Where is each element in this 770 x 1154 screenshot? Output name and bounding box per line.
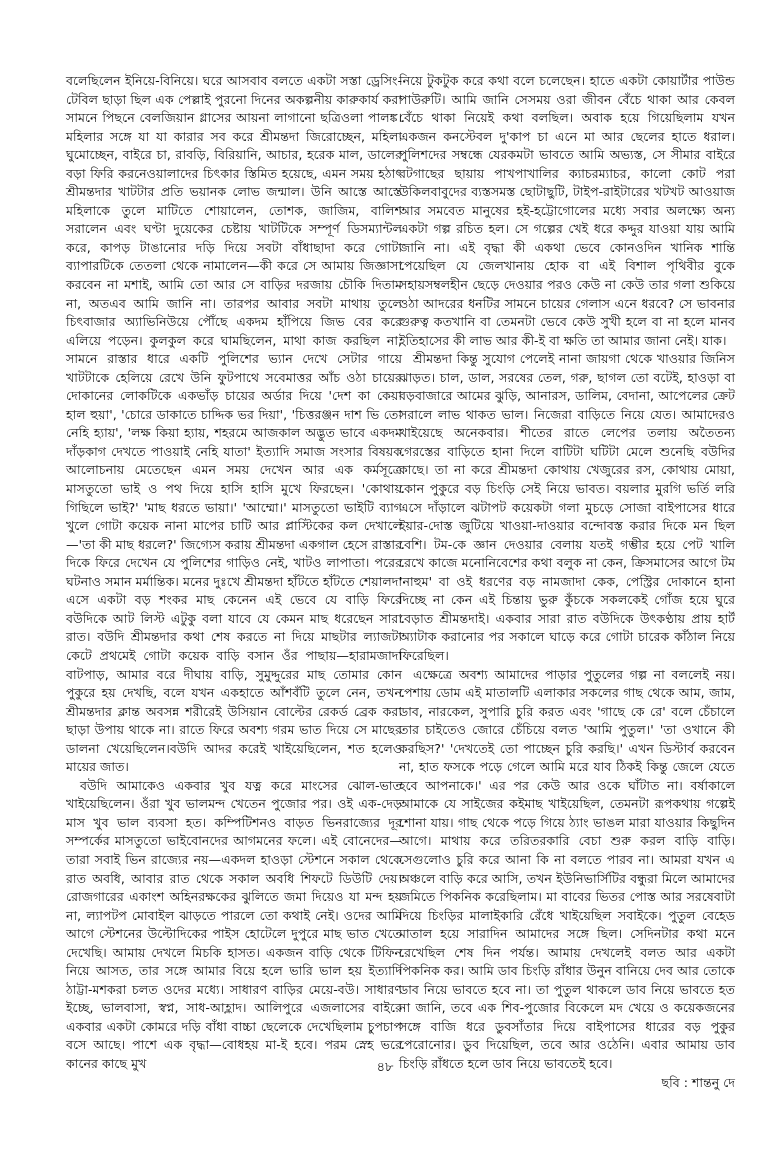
right-paragraph-1: নিয়ে টুকটুক করে কথা বলে চলেছেন। হাতে একটা কোয়ার্টার পাউন্ড পাউরুটি। আমি জানি সেসময় ওরা জীবন বেঁচে থাকা আর কেবল বেঁচে থাকা নিয়েই কথা বলছিল। অবাক হয়ে গিয়েছিলাম যখন একজন কনস্টেবল দু'কাপ চা এনে মা আর ছেলের হাতে ধরাল। পুলিশদের সম্বন্ধে যেরকমটা ভাবতে আমি অভ্যস্ত, সে সীমার বাইরে বটগাছের ছায়ায় পাখপাখালির ক্যাচরম্যাচর, কালো কোট পরা উকিলবাবুদের ব্যস্তসমস্ত ছোটাছুটি, টাইপ-রাইটারের খটখট আওয়াজ আর সমবেত মানুষের হই-হট্টোগোলের মধ্যে সবার অলক্ষ্যে অন্য একটা গল্প রচিত হল। সে গল্পের খেই ধরে কদ্দুর যাওয়া যায় আমি জানি না। এই বৃদ্ধা কী একথা ভেবে কোনওদিন খানিক শান্তি পেয়েছিল যে জেলখানায় হোক বা এই বিশাল পৃথিবীর বুকে সহায়সম্বলহীন ছেড়ে দেওয়ার পরও কেউ না কেউ তার গলা শুকিয়ে ওঠা আদরের ধনটির সামনে চায়ের গেলাস এনে ধরবে? সে ভাবনার গুরুত্ব কতখানি বা তেমনটা ভেবে কেউ সুখী হলে বা না হলে মানব ইতিহাসের কী লাভ আর কী-ই বা ক্ষতি তা আমার জানা নেই। যাক।: [399, 73, 735, 348]
right-column: [399, 72, 735, 1092]
right-paragraph-2: শ্রীমন্তদা কিন্তু সুযোগ পেলেই নানা জায়গা থেকে খাওয়ার জিনিস ঝাড়ত। চাল, ডাল, সরষের তেল, গরু, ছাগল তো বটেই, হাওড়া বা বড়বাজারে আমের ঝুড়ি, আনারস, ডালিম, বেদানা, আপেলের ক্রেট সরালে লাভ থাকত ভাল। নিজেরা বাড়িতে নিয়ে যেত। আমাদেরও খাইয়েছে অনেকবার। শীতের রাতে লেপের তলায় অতৈতন্য গেরস্তের বাড়িতে হানা দিলে বাটিটা ঘটিটা মেলে শুনেছি বউদির কাছে। তা না করে শ্রীমন্তদা কোথায় খেজুরের রস, কোথায় মোয়া, কোন পুকুরে বড় চিংড়ি সেই নিয়ে ভাবত। বয়লার মুরগি ভর্তি লরি এসে দাঁড়ালে ঝটাপট কয়েকটা গলা মুচড়ে সোজা বাইপাসের ধারে ইয়ার-দোস্ত জুটিয়ে খাওয়া-দাওয়ার বন্দোবস্ত করার দিকে মন ছিল বেশি। টম-কে জ্ঞান দেওয়ার বেলায় যতই গম্ভীর হয়ে পেট খালি রেখে কাজে মনোনিবেশের কথা বলুক না কেন, ক্রিসমাসের আগে টম 'নাহুম' বা ওই ধরণের বড় নামজাদা কেক, পেস্ট্রির দোকানে হানা দিচ্ছে না কেন এই চিন্তায় ভুরু কুঁচকে সকলকেই গোঁজ হয়ে ঘুরে বেড়াত শ্রীমন্তদাই। একবার সারা রাত বউদিকে উৎকণ্ঠায় প্রায় হার্ট অ্যাটাক করানোর পর সকালে ঘাড়ে করে গোটা চারেক কাঁঠাল নিয়ে ফিরেছিল।: [399, 351, 735, 663]
page-number: ৪৮: [376, 1060, 394, 1075]
left-column: [66, 72, 402, 1074]
right-paragraph-3: এক্ষেত্রে অবশ্য আমাদের পাড়ার পুতুলের গল্প না বললেই নয়। পেশায় ডোম এই মাতালটি এলাকার সকলের গাছ থেকে আম, জাম, ডাব, নারকেল, সুপারি চুরি করত এবং 'গাছে কে রে' বলে চেঁচালে তার চাইতেও জোরে চেঁচিয়ে বলত 'আমি পুতুল।' 'তা ওখানে কী করছিস?' 'দেখতেই তো পাচ্ছেন চুরি করছি।' এখন ডিস্টার্ব করবেন না, হাত ফসকে পড়ে গেলে আমি মরে যাব ঠিকই কিন্তু জেলে যেতে হবে আপনাকে।' এর পর কেউ আর ওকে ঘাঁটাত না। বর্ষাকালে আমাকে যে সাইজের কইমাছ খাইয়েছিল, তেমনটা রূপকথায় গল্পেই শোনা যায়। গাছ থেকে পড়ে গিয়ে ঠ্যাং ভাঙল মারা যাওয়ার কিছুদিন আগে। মাথায় করে তরিতরকারি বেচা শুরু করল বাড়ি বাড়ি। সেগুলোও চুরি করে আনা কি না বলতে পারব না। আমরা যখন এ অঞ্চলে বাড়ি করে আসি, তখন ইউনিভার্সিটির বন্ধুরা মিলে আমাদের জমিতে পিকনিক করেছিলাম। মা বাবের ভিতর পোস্ত আর সরষেবাটা দিয়ে চিংড়ির মালাইকারি রেঁধে খাইয়েছিল সবাইকে। পুতুল বেহেড মাতাল হয়ে সারাদিন আমাদের সঙ্গে ছিল। সেদিনটার কথা মনে রেখেছিল শেষ দিন পর্যন্ত। আমায় দেখলেই বলত আর একটা পিকনিক কর। আমি ডাব চিংড়ি রাঁধার উনুন বানিয়ে দেব আর তোকে ডাব নিয়ে ভাবতে হবে না। তা পুতুল থাকলে ডাব নিয়ে ভাবতে হত না জানি, তবে এক শিব-পুজোর বিকেলে মদ খেয়ে ও কয়েকজনের সঙ্গে বাজি ধরে ডুবসাঁতার দিয়ে বাইপাসের ধারের বড় পুকুর পেরোনোর। ডুব দিয়েছিল, তবে আর ওঠেনি। এবার আমায় ডাব চিংড়ি রাঁধতে হলে ডাব নিয়ে ভাবতেই হবে।: [399, 666, 735, 1071]
illustration-credit: ছবি : শান্তনু দে: [661, 1074, 735, 1090]
left-paragraph-2: বউদি আমাকেও একবার খুব যত্ন করে মাংসের ঝোল-ভাত খাইয়েছিলেন। ওঁরা খুব ভালমন্দ খেতেন পুজোর পর। ওই এক-দেড় মাস খুব ভাল ব্যবসা হত। কম্পিটিশনও বাড়ত ভিনরাজ্যের দূর সম্পর্কের মাসতুতো ভাইবোনদের আগমনের ফলে। এই বোনেদের—তারা সবাই ভিন রাজ্যের নয়—একদল হাওড়া স্টেশনে সকাল থেকে রাত অবধি, আবার রাত থেকে সকাল অবধি শিফটে ডিউটি দেয়। রোজগারের একাংশ অহিনরক্ষকের ঝুলিতে জমা দিয়েও যা মন্দ হয় না, ল্যাপটপ মোবাইল ঝাড়তে পারলে তো কথাই নেই। ওদের আমি আগে স্টেশনের উল্টোদিকের পাইস হোটেলে দুপুরে মাছ ভাত খেতে দেখেছি। আমায় দেখলে মিচকি হাসত। একজন বাড়ি থেকে টিফিন নিয়ে আসত, তার সঙ্গে আমার বিয়ে হলে ভারি ভাল হয় ইত্যাদি ঠাট্টা-মশকরা চলত ওদের মধ্যে। সাধারণ বাড়ির মেয়ে-বউ। সাধারণ ইচ্ছে, ভালবাসা, স্বপ্ন, সাধ-আহ্লাদ। আলিপুরে এজলাসের বাইরে একবার একটা কোমরে দড়ি বাঁধা বাচ্চা ছেলেকে দেখেছিলাম চুপচাপ বসে আছে। পাশে এক বৃদ্ধা—বোধহয় মা-ই হবে। পরম স্নেহ ভরে কানের কাছে মুখ: [66, 777, 402, 1071]
left-paragraph-1: বলেছিলেন ইনিয়ে-বিনিয়ে। ঘরে আসবাব বলতে একটা সস্তা ড্রেসিং-টেবিল ছাড়া ছিল এক পেল্লাই পুরনো দিনের অকল্পনীয় কারুকার্য করা সামনে পিছনে বেলজিয়ান গ্লাসের আয়না লাগানো ছত্রিওলা পালঙ্ক। মহিলার সঙ্গে যা যা কারার সব করে শ্রীমন্তদা জিরোচ্ছেন, মহিলা ঘুমোচ্ছেন, বাইরে চা, রাবড়ি, বিরিয়ানি, আচার, হরেক মাল, ডালের বড়া ফিরি করনেওয়ালাদের চিৎকার স্তিমিত হয়েছে, এমন সময় হঠাৎ শ্রীমন্তদার খাটটার প্রতি ভয়ানক লোভ জন্মাল। উনি আস্তে আস্তে মহিলাকে তুলে মাটিতে শোয়ালেন, তোশক, জাজিম, বালিশ সরালেন এবং ঘণ্টা দুয়েকের চেষ্টায় খাটটিকে সম্পূর্ণ ডিসম্যান্টল করে, কাপড় টাঙানোর দড়ি দিয়ে সবটা বাঁধাছাদা করে গোটা ব্যাপারটিকে তেতলা থেকে নামালেন—কী করে সে আমায় জিজ্ঞাসা করবেন না মশাই, আমি তো আর সে বাড়ির দরজায় চৌকি দিতাম না, অতএব আমি জানি না। তারপর আবার সবটা মাথায় তুলে চিৎবাজার অ্যাভিনিউয়ে পৌঁছে একদম হাঁপিয়ে জিভ বের করে এলিয়ে পড়েন। কুলকুল করে ঘামছিলেন, মাথা কাজ করছিল না, সামনে রাস্তার ধারে একটি পুলিশের ভ্যান দেখে সেটার গায়ে খাটটাকে হেলিয়ে রেখে উনি ফুটপাথে সবেমাত্তর আঁচ ওঠা চায়ের দোকানের লোকটিকে একভাঁড় চায়ের অর্ডার দিয়ে 'দেশ কা কেয়া হাল হুয়া', 'চোরে ডাকাতে চাদ্দিক ভর দিয়া', 'চিত্তরঞ্জন দাশ ভি তো নেহি হ্যায়', 'লক্ষ কিয়া হ্যায়, শহরমে আজকাল অদ্ভুত ভাবে একদম দাঁড়কাগ দেখতে পাওয়াই নেহি যাতা' ইত্যাদি সমাজ সংসার বিষয়ক আলোচনায় মেতেছেন এমন সময় দেখেন আর এক কর্মসূত্রে মাসতুতো ভাই ও পথ দিয়ে হাসি হাসি মুখে ফিরছেন। 'কোথায় গিছিলে ভাই?' 'মাছ ধরতে ভায়া।' 'আম্মো।' মাসতুতো ভাইটি ব্যাগ খুলে গোটা কয়েক নানা মাপের চাটি আর প্লাস্টিকের কল দেখালে—'তা কী মাছ ধরলে?' জিগ্যেস করায় শ্রীমন্তদা একগাল হেসে রাস্তার দিকে ফিরে দেখেন যে পুলিশের গাড়িও নেই, খাটও লাপাতা। পরের ঘটনাও সমান মর্মান্তিক। মনের দুঃখে শ্রীমন্তদা হাঁটতে হাঁটতে শেয়ালদা এসে একটা বড় শংকর মাছ কেনেন এই ভেবে যে বাড়ি ফিরে বউদিকে আট লিস্ট এটুকু বলা যাবে যে কেমন মাছ ধরেছেন সারা রাত। বউদি শ্রীমন্তদার কথা শেষ করতে না দিয়ে মাছটার ল্যাজটা কেটে প্রথমেই গোটা কয়েক বাড়ি বসান ওঁর পাছায়—হারামজাদা বাটপাড়, আমার বরে দীঘায় বাড়ি, সুমুদ্দুরের মাছ তোমার কোন পুকুরে হয় দেখছি, বলে যখন একহাতে আঁশবঁটি তুলে নেন, তখন শ্রীমন্তদার ক্লান্ত অবসন্ন শরীরেই উসিয়ান বোল্টের রেকর্ড ব্রেক করা ছাড়া উপায় থাকে না। রাতে ফিরে অবশ্য গরম ভাত দিয়ে সে মাছের ডালনা খেয়েছিলেন।বউদি আদর করেই খাইয়েছিলেন, শত হলেও মায়ের জাত।: [66, 73, 402, 775]
